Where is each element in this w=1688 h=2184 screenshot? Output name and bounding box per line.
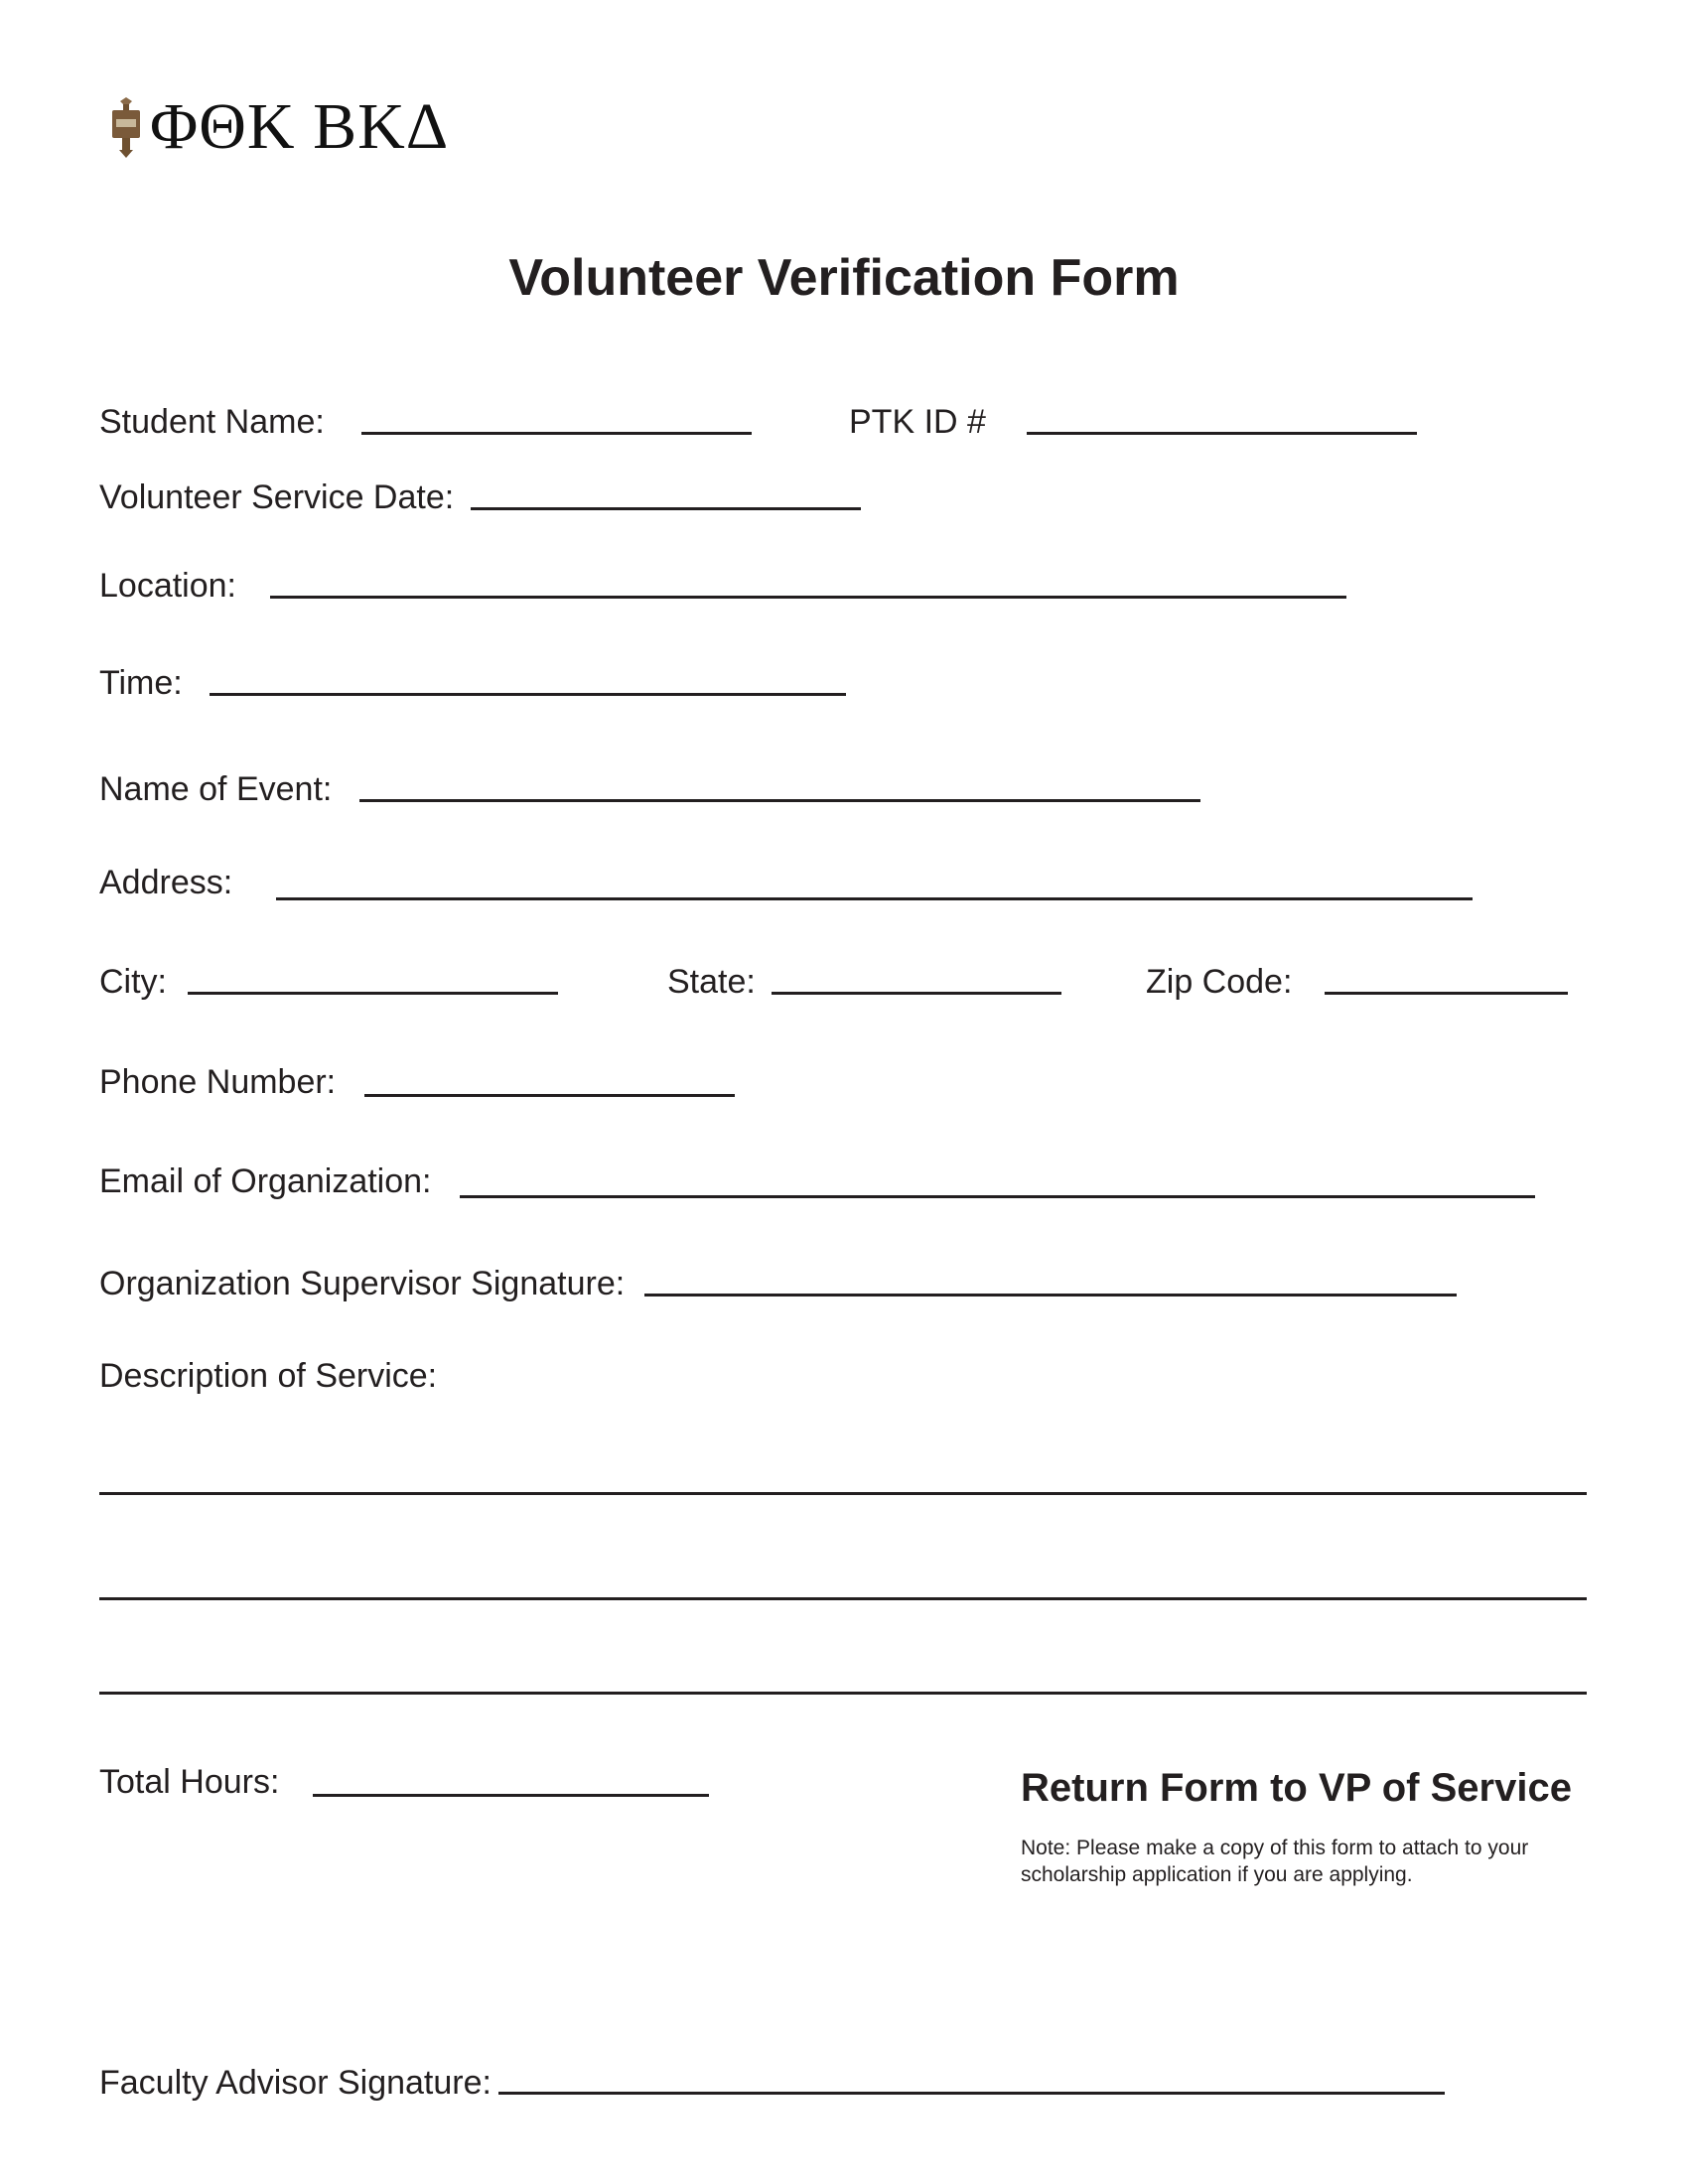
event-name-field[interactable] [359, 799, 1200, 802]
city-field[interactable] [188, 992, 558, 995]
ptk-id-label: PTK ID # [849, 403, 986, 441]
phone-label: Phone Number: [99, 1063, 337, 1101]
supervisor-signature-label: Organization Supervisor Signature: [99, 1265, 626, 1302]
description-line-3[interactable] [99, 1692, 1587, 1695]
faculty-signature-field[interactable] [498, 2092, 1445, 2095]
logo-greek-letters: ΦΘΚ ΒΚΔ [150, 90, 450, 163]
student-name-field[interactable] [361, 432, 752, 435]
page-title: Volunteer Verification Form [508, 249, 1180, 307]
time-label: Time: [99, 664, 183, 702]
service-date-field[interactable] [471, 507, 861, 510]
description-line-1[interactable] [99, 1492, 1587, 1495]
event-name-label: Name of Event: [99, 770, 333, 808]
total-hours-field[interactable] [313, 1794, 709, 1797]
ptk-id-field[interactable] [1027, 432, 1417, 435]
description-label: Description of Service: [99, 1357, 438, 1395]
state-field[interactable] [772, 992, 1061, 995]
student-name-label: Student Name: [99, 403, 325, 441]
state-label: State: [667, 963, 756, 1001]
location-field[interactable] [270, 596, 1346, 599]
time-field[interactable] [210, 693, 846, 696]
copy-note: Note: Please make a copy of this form to attach to your scholarship application if you are applying. [1021, 1837, 1529, 1886]
location-label: Location: [99, 567, 236, 605]
service-date-label: Volunteer Service Date: [99, 478, 455, 516]
email-field[interactable] [460, 1195, 1535, 1198]
ptk-logo [106, 90, 450, 163]
zip-label: Zip Code: [1146, 963, 1293, 1001]
email-label: Email of Organization: [99, 1162, 432, 1200]
supervisor-signature-field[interactable] [644, 1294, 1457, 1297]
address-field[interactable] [276, 897, 1473, 900]
return-form-heading: Return Form to VP of Service [1021, 1766, 1572, 1810]
zip-field[interactable] [1325, 992, 1568, 995]
phone-field[interactable] [364, 1094, 735, 1097]
key-emblem-icon [106, 95, 146, 159]
city-label: City: [99, 963, 167, 1001]
faculty-signature-label: Faculty Advisor Signature: [99, 2064, 492, 2102]
description-line-2[interactable] [99, 1597, 1587, 1600]
total-hours-label: Total Hours: [99, 1763, 280, 1801]
address-label: Address: [99, 864, 233, 901]
